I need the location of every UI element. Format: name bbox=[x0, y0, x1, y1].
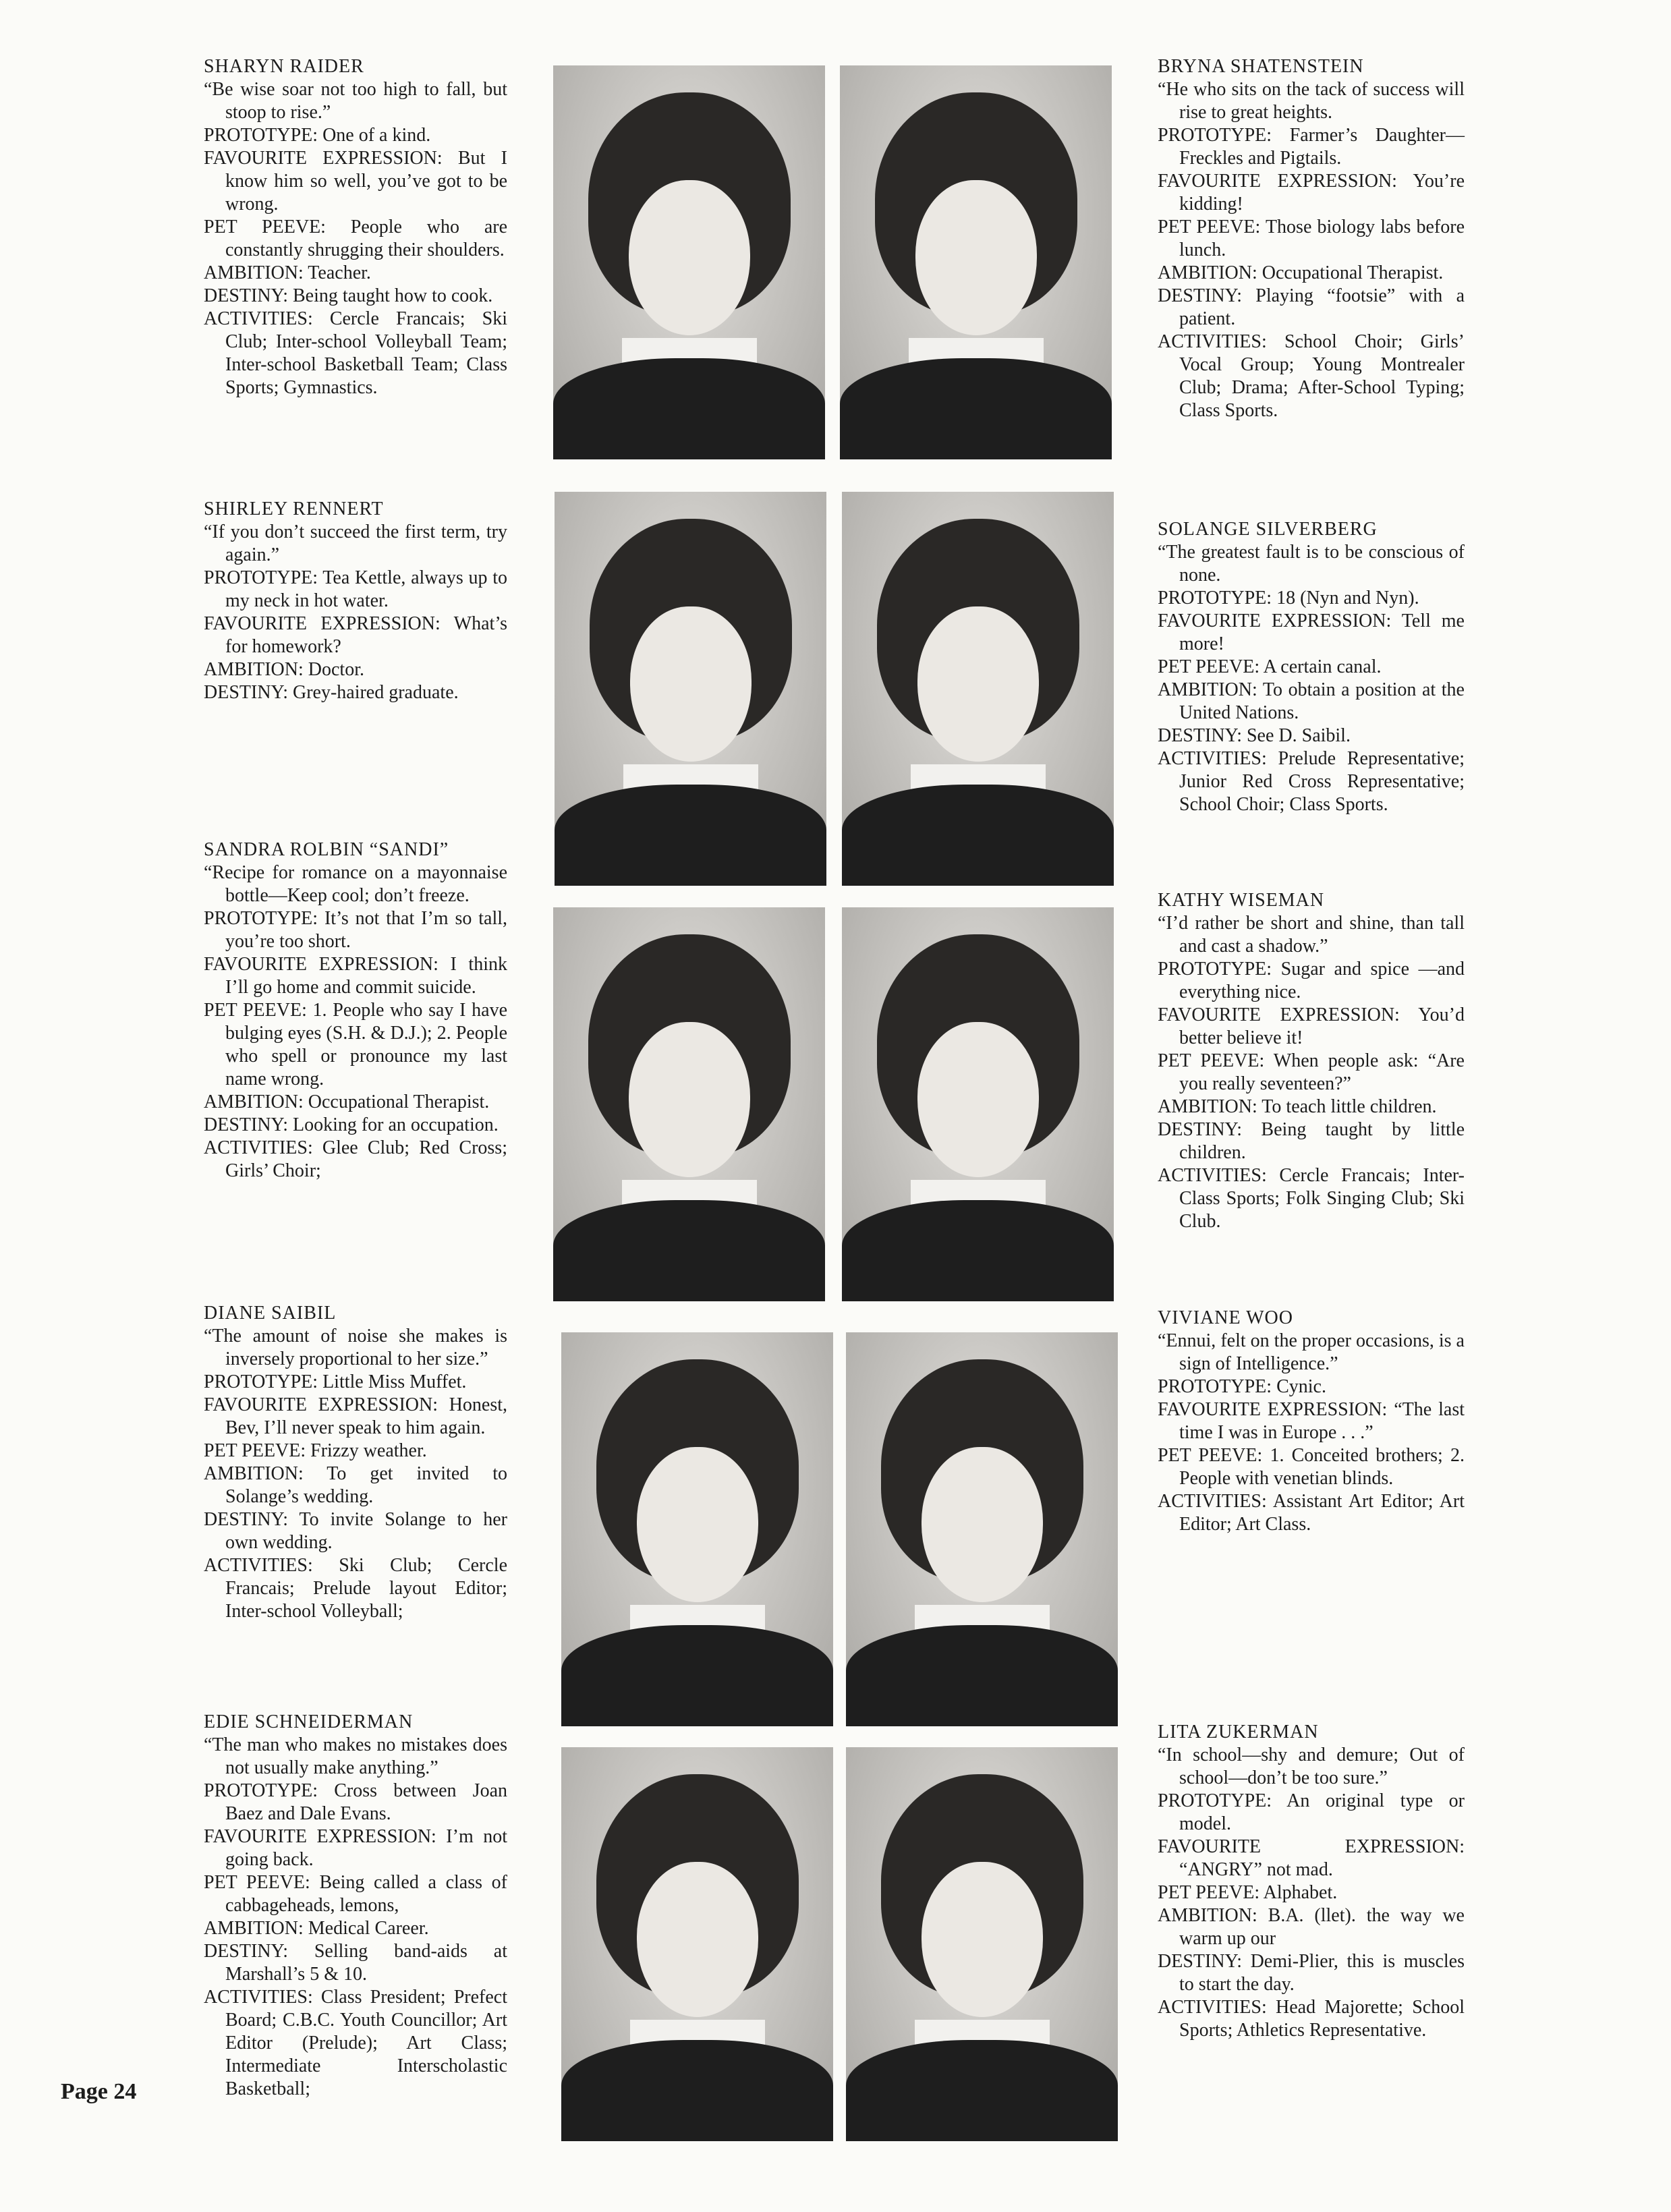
entry-quote: “If you don’t succeed the first term, try again.” bbox=[204, 521, 507, 565]
entry-favourite-expression: FAVOURITE EXPRESSION: I’m not going back. bbox=[204, 1826, 507, 1870]
entry-name: VIVIANE WOO bbox=[1158, 1307, 1293, 1328]
entry-prototype: PROTOTYPE: Little Miss Muffet. bbox=[204, 1371, 467, 1392]
entry-prototype: PROTOTYPE: One of a kind. bbox=[204, 125, 431, 146]
entry-activities: ACTIVITIES: Prelude Representative; Junior Red Cross Representative; School Choir; Class Sports. bbox=[1158, 748, 1465, 815]
entry-destiny: DESTINY: Demi-Plier, this is muscles to start the day. bbox=[1158, 1951, 1465, 1995]
entry-ambition: AMBITION: Medical Career. bbox=[204, 1918, 429, 1939]
entry-destiny: DESTINY: Being taught how to cook. bbox=[204, 285, 493, 306]
entry-solange-silverberg bbox=[1158, 518, 1465, 816]
entry-ambition: AMBITION: Teacher. bbox=[204, 262, 371, 283]
entry-quote: “Recipe for romance on a mayonnaise bottle—Keep cool; don’t freeze. bbox=[204, 862, 507, 906]
entry-pet-peeve: PET PEEVE: Those biology labs before lunch. bbox=[1158, 217, 1465, 260]
entry-name: KATHY WISEMAN bbox=[1158, 890, 1325, 911]
entry-name: EDIE SCHNEIDERMAN bbox=[204, 1711, 414, 1732]
portrait-photo-kathy-wiseman bbox=[842, 907, 1114, 1301]
entry-prototype: PROTOTYPE: Farmer’s Daughter—Freckles and Pigtails. bbox=[1158, 125, 1465, 169]
entry-pet-peeve: PET PEEVE: 1. Conceited brothers; 2. People with venetian blinds. bbox=[1158, 1445, 1465, 1489]
portrait-photo-sandra-rolbin bbox=[553, 907, 825, 1301]
portrait-photo-diane-saibil bbox=[561, 1332, 833, 1726]
entry-shirley-rennert bbox=[204, 498, 507, 704]
entry-viviane-woo bbox=[1158, 1307, 1465, 1536]
entry-name: SANDRA ROLBIN “SANDI” bbox=[204, 839, 449, 860]
entry-edie-schneiderman bbox=[204, 1711, 507, 2101]
entry-quote: “Ennui, felt on the proper occasions, is a sign of Intelligence.” bbox=[1158, 1330, 1465, 1374]
portrait-photo-edie-schneiderman bbox=[561, 1747, 833, 2141]
entry-activities: ACTIVITIES: School Choir; Girls’ Vocal Group; Young Montrealer Club; Drama; After-School Typing; Class Sports. bbox=[1158, 331, 1465, 421]
entry-favourite-expression: FAVOURITE EXPRESSION: “ANGRY” not mad. bbox=[1158, 1836, 1465, 1880]
portrait-photo-viviane-woo bbox=[846, 1332, 1118, 1726]
portrait-photo-sharyn-raider bbox=[553, 65, 825, 459]
entry-name: DIANE SAIBIL bbox=[204, 1303, 337, 1324]
entry-quote: “The amount of noise she makes is inversely proportional to her size.” bbox=[204, 1326, 507, 1369]
entry-destiny: DESTINY: Selling band-aids at Marshall’s 5 & 10. bbox=[204, 1941, 507, 1985]
entry-favourite-expression: FAVOURITE EXPRESSION: What’s for homework? bbox=[204, 613, 507, 657]
entry-quote: “In school—shy and demure; Out of school—don’t be too sure.” bbox=[1158, 1745, 1465, 1788]
entry-prototype: PROTOTYPE: It’s not that I’m so tall, you’re too short. bbox=[204, 908, 507, 952]
entry-pet-peeve: PET PEEVE: Alphabet. bbox=[1158, 1882, 1338, 1903]
portrait-photo-solange-silverberg bbox=[842, 492, 1114, 886]
entry-ambition: AMBITION: Occupational Therapist. bbox=[1158, 262, 1444, 283]
entry-name: SOLANGE SILVERBERG bbox=[1158, 519, 1378, 540]
entry-name: LITA ZUKERMAN bbox=[1158, 1722, 1319, 1742]
entry-activities: ACTIVITIES: Cercle Francais; Inter-Class Sports; Folk Singing Club; Ski Club. bbox=[1158, 1165, 1465, 1232]
entry-destiny: DESTINY: Grey-haired graduate. bbox=[204, 682, 459, 703]
entry-pet-peeve: PET PEEVE: Frizzy weather. bbox=[204, 1440, 427, 1461]
entry-quote: “The greatest fault is to be conscious of none. bbox=[1158, 542, 1465, 586]
entry-destiny: DESTINY: See D. Saibil. bbox=[1158, 725, 1351, 746]
entry-ambition: AMBITION: B.A. (llet). the way we warm up our bbox=[1158, 1905, 1465, 1949]
entry-diane-saibil bbox=[204, 1302, 507, 1623]
entry-quote: “The man who makes no mistakes does not usually make anything.” bbox=[204, 1734, 507, 1778]
entry-ambition: AMBITION: To teach little children. bbox=[1158, 1096, 1437, 1117]
entry-favourite-expression: FAVOURITE EXPRESSION: You’re kidding! bbox=[1158, 171, 1465, 215]
entry-ambition: AMBITION: To get invited to Solange’s wedding. bbox=[204, 1463, 507, 1507]
entry-activities: ACTIVITIES: Ski Club; Cercle Francais; Prelude layout Editor; Inter-school Volleyball; bbox=[204, 1555, 507, 1622]
entry-kathy-wiseman bbox=[1158, 889, 1465, 1233]
entry-destiny: DESTINY: Being taught by little children. bbox=[1158, 1119, 1465, 1163]
entry-bryna-shatenstein bbox=[1158, 55, 1465, 422]
entry-sharyn-raider bbox=[204, 55, 507, 399]
entry-favourite-expression: FAVOURITE EXPRESSION: Tell me more! bbox=[1158, 611, 1465, 654]
page-number: Page 24 bbox=[61, 2079, 137, 2104]
entry-prototype: PROTOTYPE: 18 (Nyn and Nyn). bbox=[1158, 588, 1419, 608]
entry-quote: “I’d rather be short and shine, than tall and cast a shadow.” bbox=[1158, 913, 1465, 957]
entry-sandra-rolbin bbox=[204, 839, 507, 1183]
entry-activities: ACTIVITIES: Class President; Prefect Board; C.B.C. Youth Councillor; Art Editor (Prelude); Art Class; Intermediate Interscholastic Basketball; bbox=[204, 1987, 507, 2099]
entry-favourite-expression: FAVOURITE EXPRESSION: I think I’ll go home and commit suicide. bbox=[204, 954, 507, 998]
entry-favourite-expression: FAVOURITE EXPRESSION: But I know him so well, you’ve got to be wrong. bbox=[204, 148, 507, 215]
entry-pet-peeve: PET PEEVE: 1. People who say I have bulging eyes (S.H. & D.J.); 2. People who spell or pronounce my last name wrong. bbox=[204, 1000, 507, 1089]
entry-prototype: PROTOTYPE: Sugar and spice —and everything nice. bbox=[1158, 959, 1465, 1002]
entry-activities: ACTIVITIES: Glee Club; Red Cross; Girls’ Choir; bbox=[204, 1137, 507, 1181]
entry-pet-peeve: PET PEEVE: A certain canal. bbox=[1158, 656, 1382, 677]
portrait-photo-lita-zukerman bbox=[846, 1747, 1118, 2141]
entry-activities: ACTIVITIES: Head Majorette; School Sports; Athletics Representative. bbox=[1158, 1997, 1465, 2041]
entry-favourite-expression: FAVOURITE EXPRESSION: You’d better believe it! bbox=[1158, 1004, 1465, 1048]
entry-favourite-expression: FAVOURITE EXPRESSION: Honest, Bev, I’ll never speak to him again. bbox=[204, 1394, 507, 1438]
entry-lita-zukerman bbox=[1158, 1721, 1465, 2042]
portrait-photo-bryna-shatenstein bbox=[840, 65, 1112, 459]
entry-activities: ACTIVITIES: Cercle Francais; Ski Club; Inter-school Volleyball Team; Inter-school Basketball Team; Class Sports; Gymnastics. bbox=[204, 308, 507, 398]
entry-quote: “Be wise soar not too high to fall, but stoop to rise.” bbox=[204, 79, 507, 123]
entry-ambition: AMBITION: Doctor. bbox=[204, 659, 364, 680]
entry-destiny: DESTINY: To invite Solange to her own wedding. bbox=[204, 1509, 507, 1553]
entry-prototype: PROTOTYPE: Tea Kettle, always up to my neck in hot water. bbox=[204, 567, 507, 611]
entry-quote: “He who sits on the tack of success will rise to great heights. bbox=[1158, 79, 1465, 123]
entry-destiny: DESTINY: Playing “footsie” with a patient. bbox=[1158, 285, 1465, 329]
entry-name: BRYNA SHATENSTEIN bbox=[1158, 56, 1364, 77]
entry-pet-peeve: PET PEEVE: Being called a class of cabbageheads, lemons, bbox=[204, 1872, 507, 1916]
entry-pet-peeve: PET PEEVE: People who are constantly shrugging their shoulders. bbox=[204, 217, 507, 260]
portrait-photo-shirley-rennert bbox=[555, 492, 826, 886]
entry-ambition: AMBITION: To obtain a position at the United Nations. bbox=[1158, 679, 1465, 723]
entry-pet-peeve: PET PEEVE: When people ask: “Are you really seventeen?” bbox=[1158, 1050, 1465, 1094]
entry-name: SHARYN RAIDER bbox=[204, 56, 364, 77]
entry-prototype: PROTOTYPE: Cross between Joan Baez and Dale Evans. bbox=[204, 1780, 507, 1824]
entry-favourite-expression: FAVOURITE EXPRESSION: “The last time I was in Europe . . .” bbox=[1158, 1399, 1465, 1443]
entry-activities: ACTIVITIES: Assistant Art Editor; Art Editor; Art Class. bbox=[1158, 1491, 1465, 1535]
entry-ambition: AMBITION: Occupational Therapist. bbox=[204, 1091, 490, 1112]
entry-prototype: PROTOTYPE: An original type or model. bbox=[1158, 1790, 1465, 1834]
entry-destiny: DESTINY: Looking for an occupation. bbox=[204, 1114, 499, 1135]
entry-name: SHIRLEY RENNERT bbox=[204, 499, 384, 519]
entry-prototype: PROTOTYPE: Cynic. bbox=[1158, 1376, 1326, 1397]
